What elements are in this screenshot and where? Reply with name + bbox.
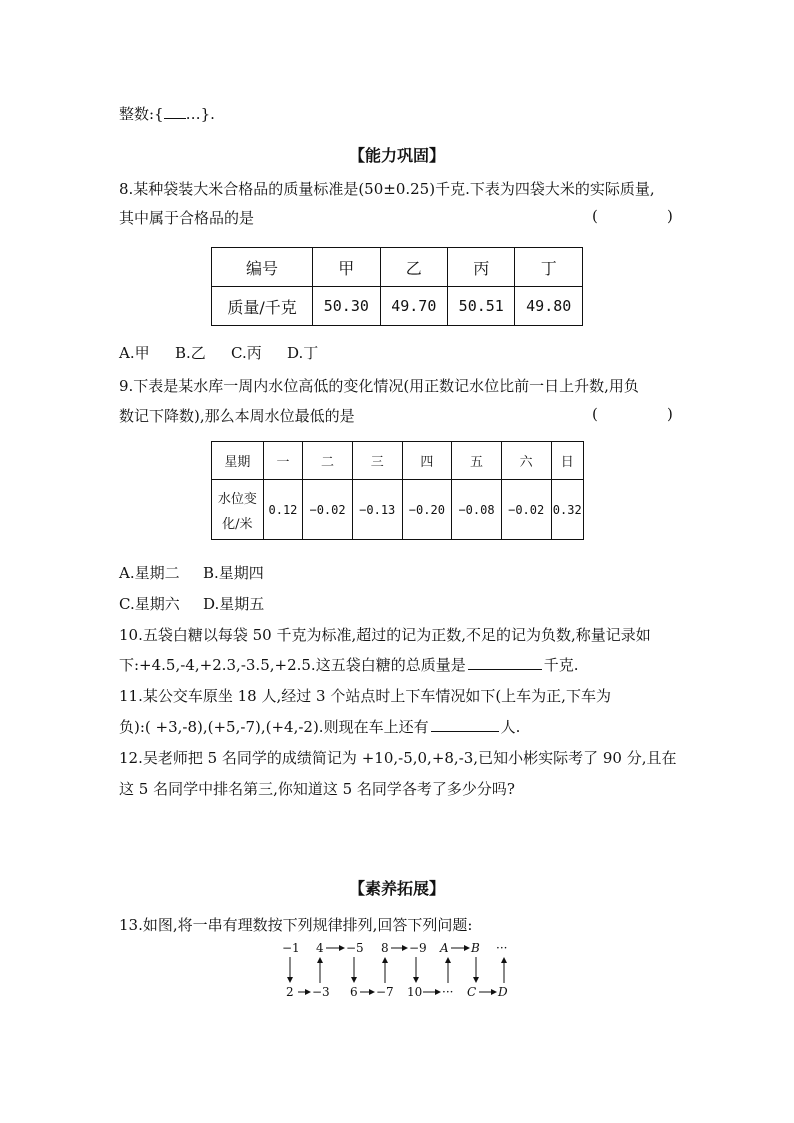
diagram-top-6: A bbox=[440, 941, 449, 955]
q9-option-a[interactable]: A.星期二 bbox=[119, 564, 180, 582]
top-line bbox=[119, 103, 215, 124]
q8-mass-table bbox=[211, 247, 583, 326]
q8-option-d[interactable]: D.丁 bbox=[287, 344, 319, 362]
table-cell: −0.08 bbox=[452, 480, 502, 540]
diagram-top-5: −9 bbox=[409, 941, 427, 955]
diagram-top-1: −1 bbox=[282, 941, 300, 955]
q9-water-level-table bbox=[211, 441, 584, 540]
q9-answer-paren-close: ) bbox=[667, 405, 673, 423]
q9-answer-paren-open[interactable]: ( bbox=[592, 405, 598, 423]
q9-option-d[interactable]: D.星期五 bbox=[203, 595, 265, 613]
q10-line2 bbox=[119, 654, 578, 675]
table-header-cell: 五 bbox=[452, 442, 502, 480]
table-header-cell: 乙 bbox=[380, 248, 447, 287]
row-label-line2: 化/米 bbox=[222, 516, 253, 532]
q9-line2: 数记下降数),那么本周水位最低的是 bbox=[119, 407, 355, 425]
q8-answer-paren-open[interactable]: ( bbox=[592, 207, 598, 225]
table-header-cell: 一 bbox=[263, 442, 303, 480]
q13-number-pattern-diagram bbox=[280, 940, 520, 1000]
table-header-cell: 日 bbox=[551, 442, 584, 480]
table-cell: −0.02 bbox=[501, 480, 551, 540]
table-header-cell: 三 bbox=[352, 442, 402, 480]
diagram-bottom-2: −3 bbox=[312, 985, 330, 999]
diagram-bottom-6: ··· bbox=[442, 985, 454, 999]
table-header-cell: 四 bbox=[402, 442, 452, 480]
diagram-bottom-1: 2 bbox=[286, 985, 294, 999]
q12-line2: 这 5 名同学中排名第三,你知道这 5 名同学各考了多少分吗? bbox=[119, 780, 515, 798]
q12-line1: 12.吴老师把 5 名同学的成绩简记为 +10,-5,0,+8,-3,已知小彬实际考了 90 分,且在 bbox=[119, 749, 677, 767]
q8-line1: 8.某种袋装大米合格品的质量标准是(50±0.25)千克.下表为四袋大米的实际质量, bbox=[119, 180, 655, 198]
table-row bbox=[212, 248, 583, 287]
diagram-bottom-7: C bbox=[467, 985, 477, 999]
q9-option-b[interactable]: B.星期四 bbox=[203, 564, 264, 582]
diagram-top-4: 8 bbox=[381, 941, 389, 955]
q11-answer-blank[interactable] bbox=[431, 717, 499, 732]
table-row-label bbox=[212, 480, 264, 540]
table-row bbox=[212, 287, 583, 326]
diagram-top-7: B bbox=[471, 941, 480, 955]
q11-line2-unit: 人. bbox=[500, 718, 521, 736]
q10-line2-unit: 千克. bbox=[543, 656, 579, 674]
diagram-bottom-5: 10 bbox=[407, 985, 423, 999]
diagram-bottom-8: D bbox=[498, 985, 508, 999]
table-row bbox=[212, 480, 584, 540]
table-header-cell: 甲 bbox=[313, 248, 380, 287]
table-header-cell: 六 bbox=[501, 442, 551, 480]
q11-line2 bbox=[119, 716, 520, 737]
table-header-cell: 丁 bbox=[515, 248, 583, 287]
answer-blank[interactable] bbox=[164, 104, 186, 119]
diagram-top-3: −5 bbox=[346, 941, 364, 955]
table-cell: 0.12 bbox=[263, 480, 303, 540]
diagram-top-2: 4 bbox=[316, 941, 324, 955]
section-title-extension: 【素养拓展】 bbox=[348, 879, 445, 898]
q10-line2-text: 下:+4.5,-4,+2.3,-3.5,+2.5.这五袋白糖的总质量是 bbox=[119, 656, 466, 674]
table-header-cell: 二 bbox=[303, 442, 353, 480]
table-cell: 50.51 bbox=[448, 287, 515, 326]
q10-line1: 10.五袋白糖以每袋 50 千克为标准,超过的记为正数,不足的记为负数,称量记录如 bbox=[119, 626, 651, 644]
diagram-bottom-3: 6 bbox=[350, 985, 358, 999]
top-line-end: …}. bbox=[185, 105, 215, 123]
table-cell: −0.20 bbox=[402, 480, 452, 540]
q8-option-a[interactable]: A.甲 bbox=[119, 344, 150, 362]
diagram-bottom-4: −7 bbox=[376, 985, 394, 999]
q8-option-b[interactable]: B.乙 bbox=[175, 344, 206, 362]
q8-answer-paren-close: ) bbox=[667, 207, 673, 225]
table-cell: 50.30 bbox=[313, 287, 380, 326]
table-row bbox=[212, 442, 584, 480]
q9-line1: 9.下表是某水库一周内水位高低的变化情况(用正数记水位比前一日上升数,用负 bbox=[119, 377, 639, 395]
q11-line2-text: 负):( +3,-8),(+5,-7),(+4,-2).则现在车上还有 bbox=[119, 718, 429, 736]
table-header-cell: 丙 bbox=[448, 248, 515, 287]
q8-line2: 其中属于合格品的是 bbox=[119, 209, 255, 227]
table-cell: 49.70 bbox=[380, 287, 447, 326]
table-row-label: 质量/千克 bbox=[212, 287, 313, 326]
table-cell: 49.80 bbox=[515, 287, 583, 326]
q9-option-c[interactable]: C.星期六 bbox=[119, 595, 180, 613]
table-header-cell: 编号 bbox=[212, 248, 313, 287]
table-cell: 0.32 bbox=[551, 480, 584, 540]
q8-option-c[interactable]: C.丙 bbox=[231, 344, 262, 362]
table-header-cell: 星期 bbox=[212, 442, 264, 480]
q11-line1: 11.某公交车原坐 18 人,经过 3 个站点时上下车情况如下(上车为正,下车为 bbox=[119, 687, 611, 705]
q10-answer-blank[interactable] bbox=[468, 655, 542, 670]
q13-line1: 13.如图,将一串有理数按下列规律排列,回答下列问题: bbox=[119, 916, 473, 934]
top-line-text: 整数:{ bbox=[119, 105, 164, 123]
row-label-line1: 水位变 bbox=[217, 491, 257, 507]
table-cell: −0.02 bbox=[303, 480, 353, 540]
table-cell: −0.13 bbox=[352, 480, 402, 540]
section-title-ability: 【能力巩固】 bbox=[348, 146, 445, 165]
diagram-top-8: ··· bbox=[496, 941, 508, 955]
